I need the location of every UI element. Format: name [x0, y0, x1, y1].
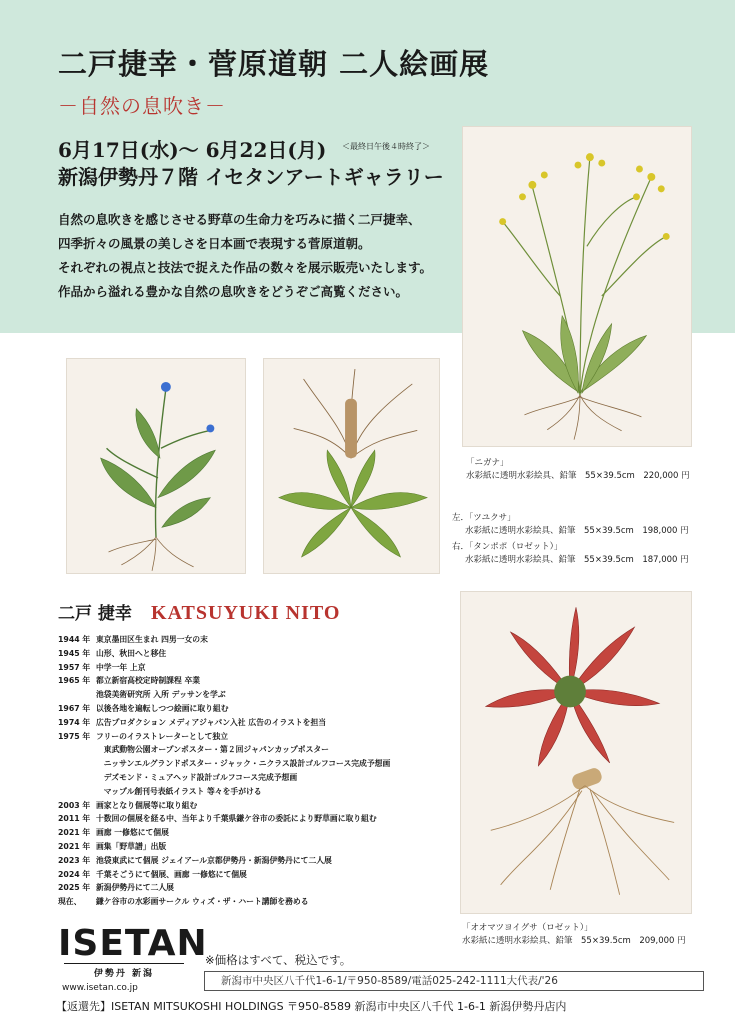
bio-row — [58, 881, 448, 895]
bio-year: 2021 年 — [58, 841, 91, 851]
website-url: www.isetan.co.jp — [62, 983, 138, 993]
intro-line: それぞれの視点と技法で捉えた作品の数々を展示販売いたします。 — [58, 260, 433, 275]
bio-text: 鎌ケ谷市の水彩画サークル ウィズ・ザ・ハート講師を務める — [96, 897, 309, 907]
bio-row — [58, 743, 448, 757]
logo-subtitle: 伊勢丹 新潟 — [64, 963, 184, 979]
bio-year: 現在、 — [58, 897, 82, 907]
bio-year — [58, 743, 96, 757]
caption-title: 右．「タンポポ（ロゼット）」 — [452, 542, 563, 552]
tanpopo-illustration — [264, 359, 439, 573]
bio-row — [58, 799, 448, 813]
caption-nigana — [466, 457, 690, 483]
bio-row — [58, 730, 448, 744]
tax-note: ※価格はすべて、税込です。 — [205, 953, 352, 967]
bio-text: 千葉そごうにて個展、画廊 一修悠にて個展 — [96, 869, 247, 879]
bio-year — [58, 688, 96, 702]
painting-tsuyukusa — [66, 358, 246, 574]
store-address: 新潟市中央区八千代1-6-1/〒950-8589/電話025-242-1111大代表/'26 — [204, 971, 704, 991]
bio-year: 2024 年 — [58, 869, 91, 879]
intro-line: 自然の息吹きを感じさせる野草の生命力を巧みに描く二戸捷幸、 — [58, 212, 421, 227]
bio-text: 山形、秋田へと移住 — [96, 648, 167, 658]
bio-row — [58, 661, 448, 675]
bio-year: 2021 年 — [58, 828, 91, 838]
bio-year: 1975 年 — [58, 731, 91, 741]
bio-row — [58, 716, 448, 730]
caption-detail: 水彩紙に透明水彩絵具、鉛筆 55×39.5cm 187,000 円 — [465, 555, 689, 565]
bio-text: 池袋東武にて個展 ジェイアール京都伊勢丹・新潟伊勢丹にて二人展 — [96, 855, 332, 865]
bio-text: 東京墨田区生まれ 四男一女の末 — [96, 635, 208, 644]
bio-text: 新潟伊勢丹にて二人展 — [96, 883, 174, 893]
bio-text: 画家となり個展等に取り組む — [96, 800, 198, 810]
bio-year: 1945 年 — [58, 648, 91, 658]
bio-year: 1957 年 — [58, 662, 91, 672]
logo-wordmark: ISETAN — [58, 923, 208, 964]
intro-text — [58, 208, 458, 304]
bio-row — [58, 812, 448, 826]
rosette-center — [554, 676, 586, 708]
bio-text: ニッサンエルグランドポスター・ジャック・ニクラス設計ゴルフコース完成予想画 — [96, 759, 391, 769]
caption-tanpopo — [452, 541, 689, 567]
caption-tsuyukusa — [452, 512, 689, 538]
bio-year: 2011 年 — [58, 814, 91, 824]
oomatsuyoigusa-illustration — [461, 592, 691, 913]
caption-detail: 水彩紙に透明水彩絵具、鉛筆 55×39.5cm 209,000 円 — [462, 936, 686, 946]
bio-year: 2003 年 — [58, 800, 91, 810]
bio-text: 画集「野草譜」出版 — [96, 841, 167, 851]
tanpopo-root — [345, 399, 357, 458]
intro-line: 作品から溢れる豊かな自然の息吹きをどうぞご高覧ください。 — [58, 284, 409, 299]
bio-row — [58, 771, 448, 785]
bio-year: 1974 年 — [58, 717, 91, 727]
caption-detail: 水彩紙に透明水彩絵具、鉛筆 55×39.5cm 220,000 円 — [466, 471, 690, 481]
painting-nigana — [462, 126, 692, 447]
bio-year: 1944 年 — [58, 635, 91, 644]
exhibition-venue: 新潟伊勢丹７階 イセタンアートギャラリー — [58, 165, 444, 189]
caption-title: 「ニガナ」 — [466, 458, 509, 468]
bio-text: デズモンド・ミュアヘッド設計ゴルフコース完成予想画 — [96, 772, 298, 782]
bio-text: 広告プロダクション メディアジャパン入社 広告のイラストを担当 — [96, 717, 327, 727]
bio-row — [58, 757, 448, 771]
bio-year — [58, 785, 96, 799]
caption-title: 「オオマツヨイグサ（ロゼット）」 — [462, 923, 593, 933]
bio-text: 十数回の個展を経る中、当年より千葉県鎌ケ谷市の委託により野草画に取り組む — [96, 814, 377, 824]
tsuyukusa-flower — [161, 382, 171, 392]
dates-note: ＜最終日午後４時終了＞ — [342, 142, 430, 151]
isetan-logo — [58, 923, 208, 979]
caption-oomatsuyoigusa — [462, 922, 686, 948]
bio-row — [58, 854, 448, 868]
bio-row — [58, 868, 448, 882]
bio-row — [58, 826, 448, 840]
bio-text: 東武動物公園オープンポスター・第２回ジャパンカップポスター — [96, 745, 329, 755]
artist-name — [58, 599, 340, 625]
artist-name-en: KATSUYUKI NITO — [151, 602, 341, 624]
bio-text: 池袋美術研究所 入所 デッサンを学ぶ — [96, 690, 226, 700]
bio-text: フリーのイラストレーターとして独立 — [96, 731, 228, 741]
tsuyukusa-illustration — [67, 359, 245, 573]
exhibition-title: 二戸捷幸・菅原道朝 二人絵画展 — [58, 47, 490, 81]
exhibition-subtitle: －自然の息吹き－ — [58, 94, 226, 118]
bio-row — [58, 633, 448, 647]
artist-name-jp: 二戸 捷幸 — [58, 604, 132, 624]
bio-year: 2023 年 — [58, 855, 91, 865]
bio-text: 画廊 一修悠にて個展 — [96, 828, 169, 838]
painting-tanpopo — [263, 358, 440, 574]
bio-year — [58, 771, 96, 785]
caption-title: 左．「ツユクサ」 — [452, 513, 516, 523]
bio-year: 1965 年 — [58, 676, 91, 686]
bio-row — [58, 840, 448, 854]
bio-row — [58, 702, 448, 716]
exhibition-dates: 6月17日(水)～ 6月22日(月) — [58, 138, 327, 162]
return-address: 【返還先】ISETAN MITSUKOSHI HOLDINGS 〒950-8589 新潟市中央区八千代 1-6-1 新潟伊勢丹店内 — [56, 1000, 567, 1013]
bio-row — [58, 895, 448, 909]
bio-row — [58, 785, 448, 799]
bio-row — [58, 647, 448, 661]
intro-line: 四季折々の風景の美しさを日本画で表現する菅原道朝。 — [58, 236, 371, 251]
bio-text: 都立新宿高校定時制課程 卒業 — [96, 676, 201, 686]
bio-row — [58, 688, 448, 702]
caption-detail: 水彩紙に透明水彩絵具、鉛筆 55×39.5cm 198,000 円 — [465, 526, 689, 536]
bio-text: 中学一年 上京 — [96, 662, 146, 672]
bio-year: 2025 年 — [58, 883, 91, 893]
bio-text: 以後各地を遍転しつつ絵画に取り組む — [96, 703, 229, 713]
bio-year: 1967 年 — [58, 703, 91, 713]
bio-year — [58, 757, 96, 771]
bio-row — [58, 674, 448, 688]
artist-biography — [58, 633, 448, 909]
nigana-illustration — [463, 127, 691, 446]
bio-text: マップル創刊号表紙イラスト 等々を手がける — [96, 786, 262, 796]
painting-oomatsuyoigusa — [460, 591, 692, 914]
